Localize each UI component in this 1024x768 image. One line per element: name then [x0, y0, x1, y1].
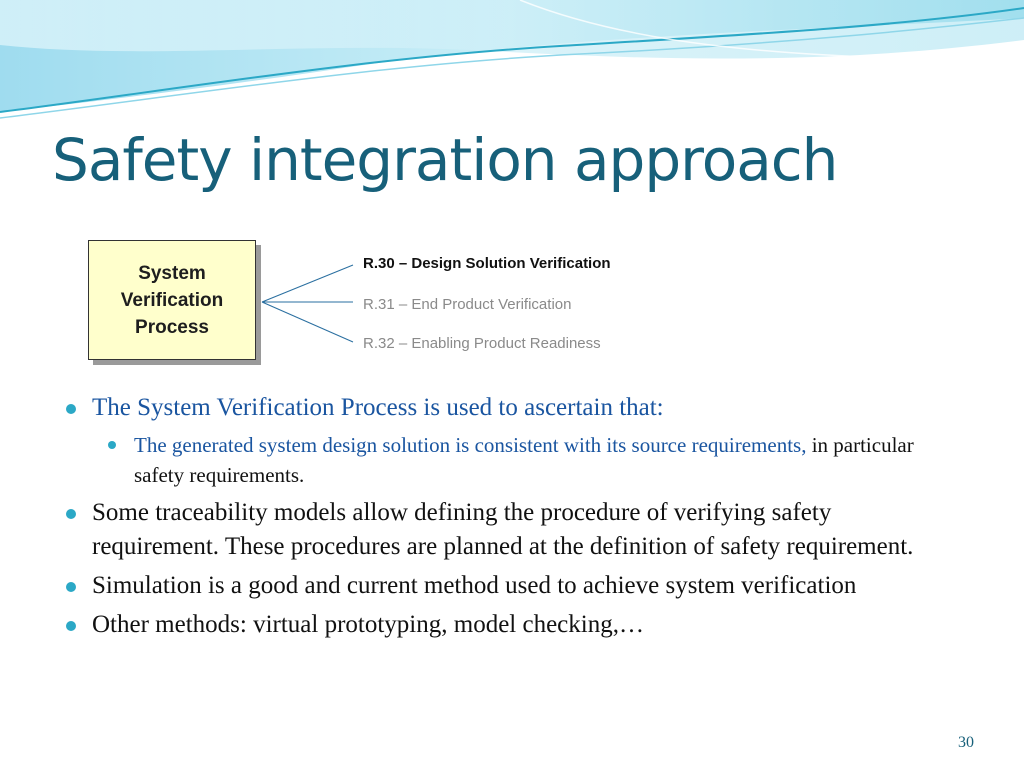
box-line-3: Process	[135, 316, 209, 338]
bullet-dot-icon	[66, 509, 76, 519]
bullet-text: Other methods: virtual prototyping, model checking,…	[92, 611, 644, 638]
box-line-2: Verification	[120, 289, 224, 311]
bullet-text: Simulation is a good and current method used to achieve system verification	[92, 572, 857, 599]
system-verification-process-box	[88, 240, 256, 360]
bullet-dot-icon	[66, 621, 76, 631]
slide-title: Safety integration approach	[52, 126, 838, 194]
bullet-dot-icon	[66, 404, 76, 414]
sub-bullet-item	[64, 430, 964, 490]
header-wave-decoration	[0, 0, 1024, 125]
requirement-r32: R.32 – Enabling Product Readiness	[363, 335, 601, 352]
bullet-item	[64, 496, 964, 564]
bullet-item	[64, 391, 964, 425]
page-number: 30	[958, 734, 974, 751]
bullet-item	[64, 569, 964, 603]
bullet-text: The System Verification Process is used to ascertain that:	[92, 394, 664, 421]
requirement-r31: R.31 – End Product Verification	[363, 296, 572, 313]
bullet-list	[64, 391, 964, 647]
box-line-1: System	[138, 262, 206, 284]
sub-bullet-text: in particular safety requirements.	[134, 433, 914, 487]
bullet-text: Some traceability models allow defining the procedure of verifying safety requirement. These procedures are planned at the definition of safety requirement.	[92, 499, 914, 560]
verification-diagram	[86, 238, 706, 368]
bullet-dot-icon	[108, 441, 116, 449]
bullet-item	[64, 608, 964, 642]
bullet-dot-icon	[66, 582, 76, 592]
requirement-r30: R.30 – Design Solution Verification	[363, 255, 611, 272]
sub-bullet-text-highlight: The generated system design solution is consistent with its source requirements,	[134, 433, 807, 457]
